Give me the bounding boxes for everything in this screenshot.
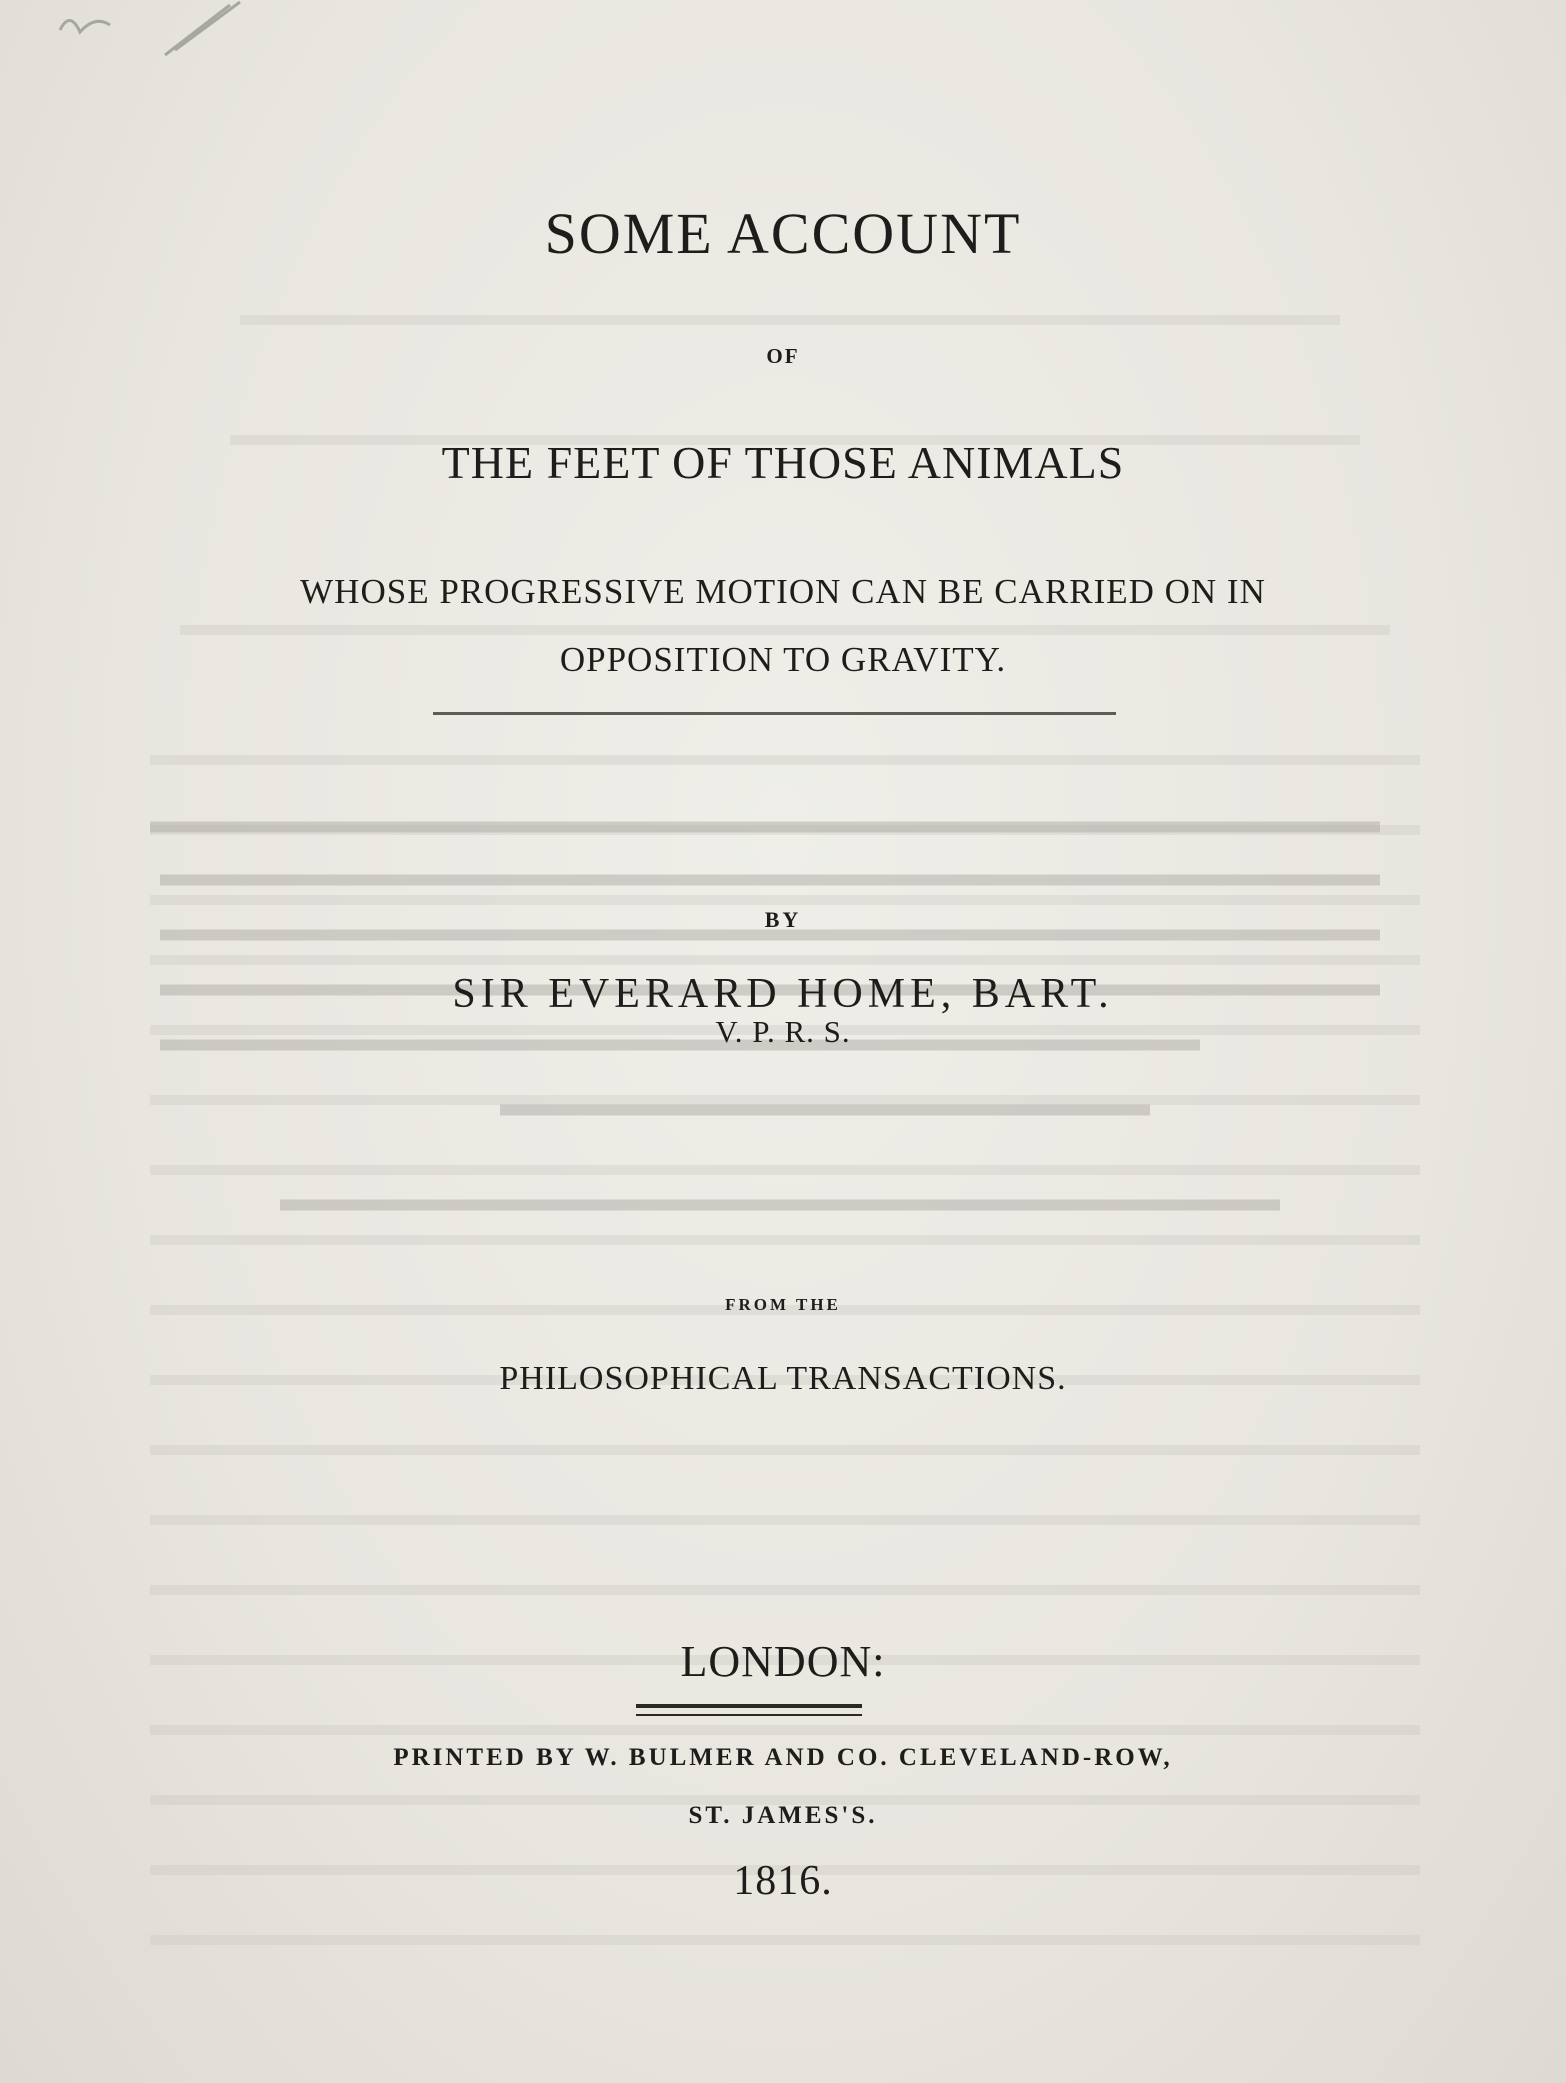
title-description-line1: WHOSE PROGRESSIVE MOTION CAN BE CARRIED ON IN bbox=[300, 572, 1266, 611]
author-name: SIR EVERARD HOME, BART. bbox=[452, 971, 1114, 1017]
source-from: FROM THE bbox=[725, 1295, 841, 1314]
imprint-address: ST. JAMES'S. bbox=[688, 1802, 878, 1829]
imprint-year: 1816. bbox=[733, 1858, 833, 1904]
title-subject: THE FEET OF THOSE ANIMALS bbox=[441, 437, 1125, 488]
source-journal: PHILOSOPHICAL TRANSACTIONS. bbox=[499, 1360, 1067, 1397]
title-main: SOME ACCOUNT bbox=[544, 201, 1022, 266]
imprint-city: LONDON: bbox=[680, 1637, 886, 1686]
title-divider bbox=[433, 712, 1116, 715]
imprint-divider bbox=[636, 1704, 862, 1716]
author-honours: V. P. R. S. bbox=[715, 1014, 851, 1049]
imprint-printer: PRINTED BY W. BULMER AND CO. CLEVELAND-ROW, bbox=[393, 1744, 1173, 1771]
title-description-line2: OPPOSITION TO GRAVITY. bbox=[559, 640, 1007, 679]
author-by: BY bbox=[764, 907, 802, 932]
title-connector: OF bbox=[766, 344, 800, 368]
